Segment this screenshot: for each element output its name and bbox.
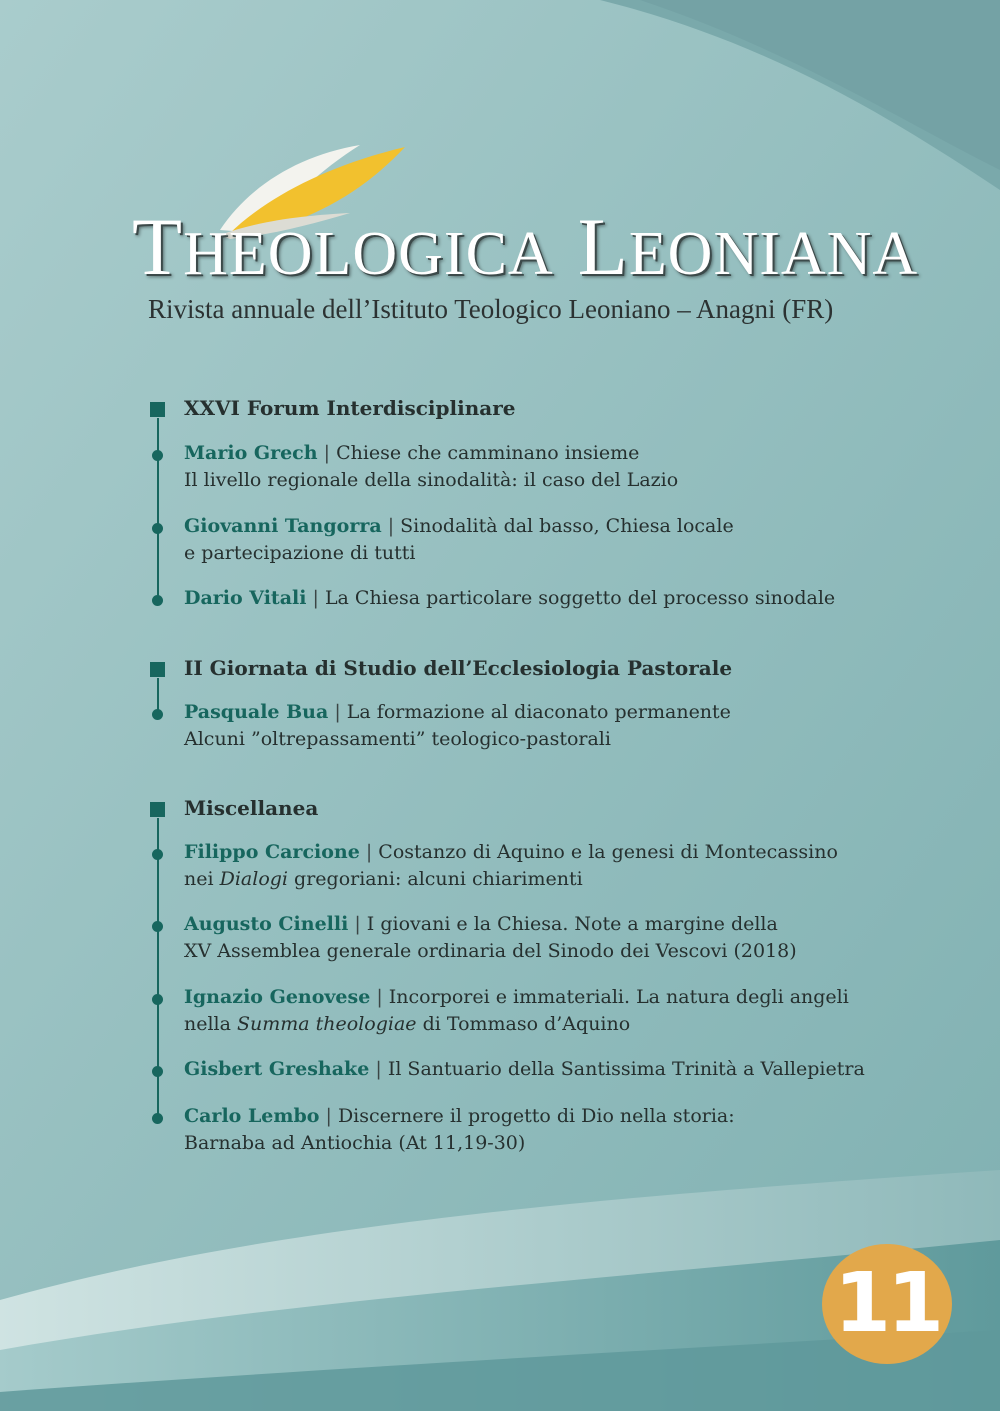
- round-bullet-icon: [152, 1066, 163, 1077]
- entry-title: Costanzo di Aquino e la genesi di Montecassino: [378, 841, 838, 863]
- journal-subtitle: Rivista annuale dell’Istituto Teologico Leoniano – Anagni (FR): [148, 294, 834, 324]
- round-bullet-icon: [152, 595, 163, 606]
- toc-section-giornata: [148, 654, 928, 774]
- round-bullet-icon: [152, 523, 163, 534]
- entry-title: Incorporei e immateriali. La natura degli angeli: [388, 986, 849, 1008]
- toc-entry: Carlo Lembo | Discernere il progetto di Dio nella storia: Barnaba ad Antiochia (At 11,19-30): [148, 1103, 735, 1157]
- toc-entry: Gisbert Greshake | Il Santuario della Santissima Trinità a Vallepietra: [148, 1056, 865, 1083]
- entry-subtitle: XV Assemblea generale ordinaria del Sinodo dei Vescovi (2018): [184, 940, 797, 962]
- entry-author: Dario Vitali: [184, 587, 307, 609]
- entry-subtitle: Alcuni ”oltrepassamenti” teologico-pastorali: [184, 728, 611, 750]
- toc-entry: Augusto Cinelli | I giovani e la Chiesa. Note a margine della XV Assemblea generale ordinaria del Sinodo dei Vescovi (2018): [148, 911, 797, 965]
- entry-author: Carlo Lembo: [184, 1105, 320, 1127]
- issue-number: 11: [833, 1256, 941, 1351]
- section-title: II Giornata di Studio dell’Ecclesiologia Pastorale: [184, 656, 733, 680]
- toc-entry: Ignazio Genovese | Incorporei e immateriali. La natura degli angeli nella Summa theologiae di Tommaso d’Aquino: [148, 984, 849, 1038]
- toc-entry: Mario Grech | Chiese che camminano insieme Il livello regionale della sinodalità: il caso del Lazio: [148, 440, 678, 494]
- toc-section-miscellanea: [148, 794, 928, 1164]
- entry-title: I giovani e la Chiesa. Note a margine della: [366, 913, 778, 935]
- entry-author: Gisbert Greshake: [184, 1058, 370, 1080]
- title-initial-1: T: [132, 201, 184, 292]
- round-bullet-icon: [152, 450, 163, 461]
- toc-section-forum: [148, 394, 928, 622]
- square-bullet-icon: [150, 402, 165, 417]
- entry-subtitle: Barnaba ad Antiochia (At 11,19-30): [184, 1132, 526, 1154]
- title-rest-2: EONIANA: [628, 220, 919, 288]
- round-bullet-icon: [152, 994, 163, 1005]
- section-header: [148, 654, 928, 686]
- square-bullet-icon: [150, 802, 165, 817]
- entry-subtitle: nei Dialogi gregoriani: alcuni chiarimenti: [184, 868, 583, 890]
- entry-title: La Chiesa particolare soggetto del processo sinodale: [324, 587, 836, 609]
- entry-author: Filippo Carcione: [184, 841, 360, 863]
- entry-title: La formazione al diaconato permanente: [346, 701, 731, 723]
- round-bullet-icon: [152, 1113, 163, 1124]
- section-title: Miscellanea: [184, 796, 319, 820]
- journal-title: [132, 201, 919, 292]
- entry-author: Pasquale Bua: [184, 701, 329, 723]
- toc-entry: Giovanni Tangorra | Sinodalità dal basso, Chiesa locale e partecipazione di tutti: [148, 513, 734, 567]
- round-bullet-icon: [152, 849, 163, 860]
- round-bullet-icon: [152, 709, 163, 720]
- entry-author: Giovanni Tangorra: [184, 515, 382, 537]
- toc-entry: Pasquale Bua | La formazione al diaconato permanente Alcuni ”oltrepassamenti” teologico-pastorali: [148, 699, 731, 753]
- entry-author: Augusto Cinelli: [184, 913, 349, 935]
- entry-subtitle: nella Summa theologiae di Tommaso d’Aquino: [184, 1013, 631, 1035]
- entry-subtitle: e partecipazione di tutti: [184, 542, 416, 564]
- title-initial-2: L: [577, 201, 629, 292]
- toc-entry: Dario Vitali | La Chiesa particolare soggetto del processo sinodale: [148, 585, 835, 612]
- toc-entry: Filippo Carcione | Costanzo di Aquino e la genesi di Montecassino nei Dialogi gregoriani: alcuni chiarimenti: [148, 839, 838, 893]
- entry-subtitle: Il livello regionale della sinodalità: il caso del Lazio: [184, 469, 679, 491]
- title-rest-1: HEOLOGICA: [183, 220, 554, 288]
- entry-author: Ignazio Genovese: [184, 986, 371, 1008]
- entry-author: Mario Grech: [184, 442, 318, 464]
- entry-title: Chiese che camminano insieme: [336, 442, 640, 464]
- entry-title: Discernere il progetto di Dio nella storia:: [337, 1105, 735, 1127]
- section-title: XXVI Forum Interdisciplinare: [184, 396, 516, 420]
- entry-title: Sinodalità dal basso, Chiesa locale: [400, 515, 734, 537]
- section-header: [148, 394, 928, 426]
- round-bullet-icon: [152, 921, 163, 932]
- table-of-contents: [148, 394, 928, 1154]
- entry-title: Il Santuario della Santissima Trinità a Vallepietra: [387, 1058, 865, 1080]
- section-header: [148, 794, 928, 826]
- square-bullet-icon: [150, 662, 165, 677]
- issue-number-badge: [822, 1244, 952, 1364]
